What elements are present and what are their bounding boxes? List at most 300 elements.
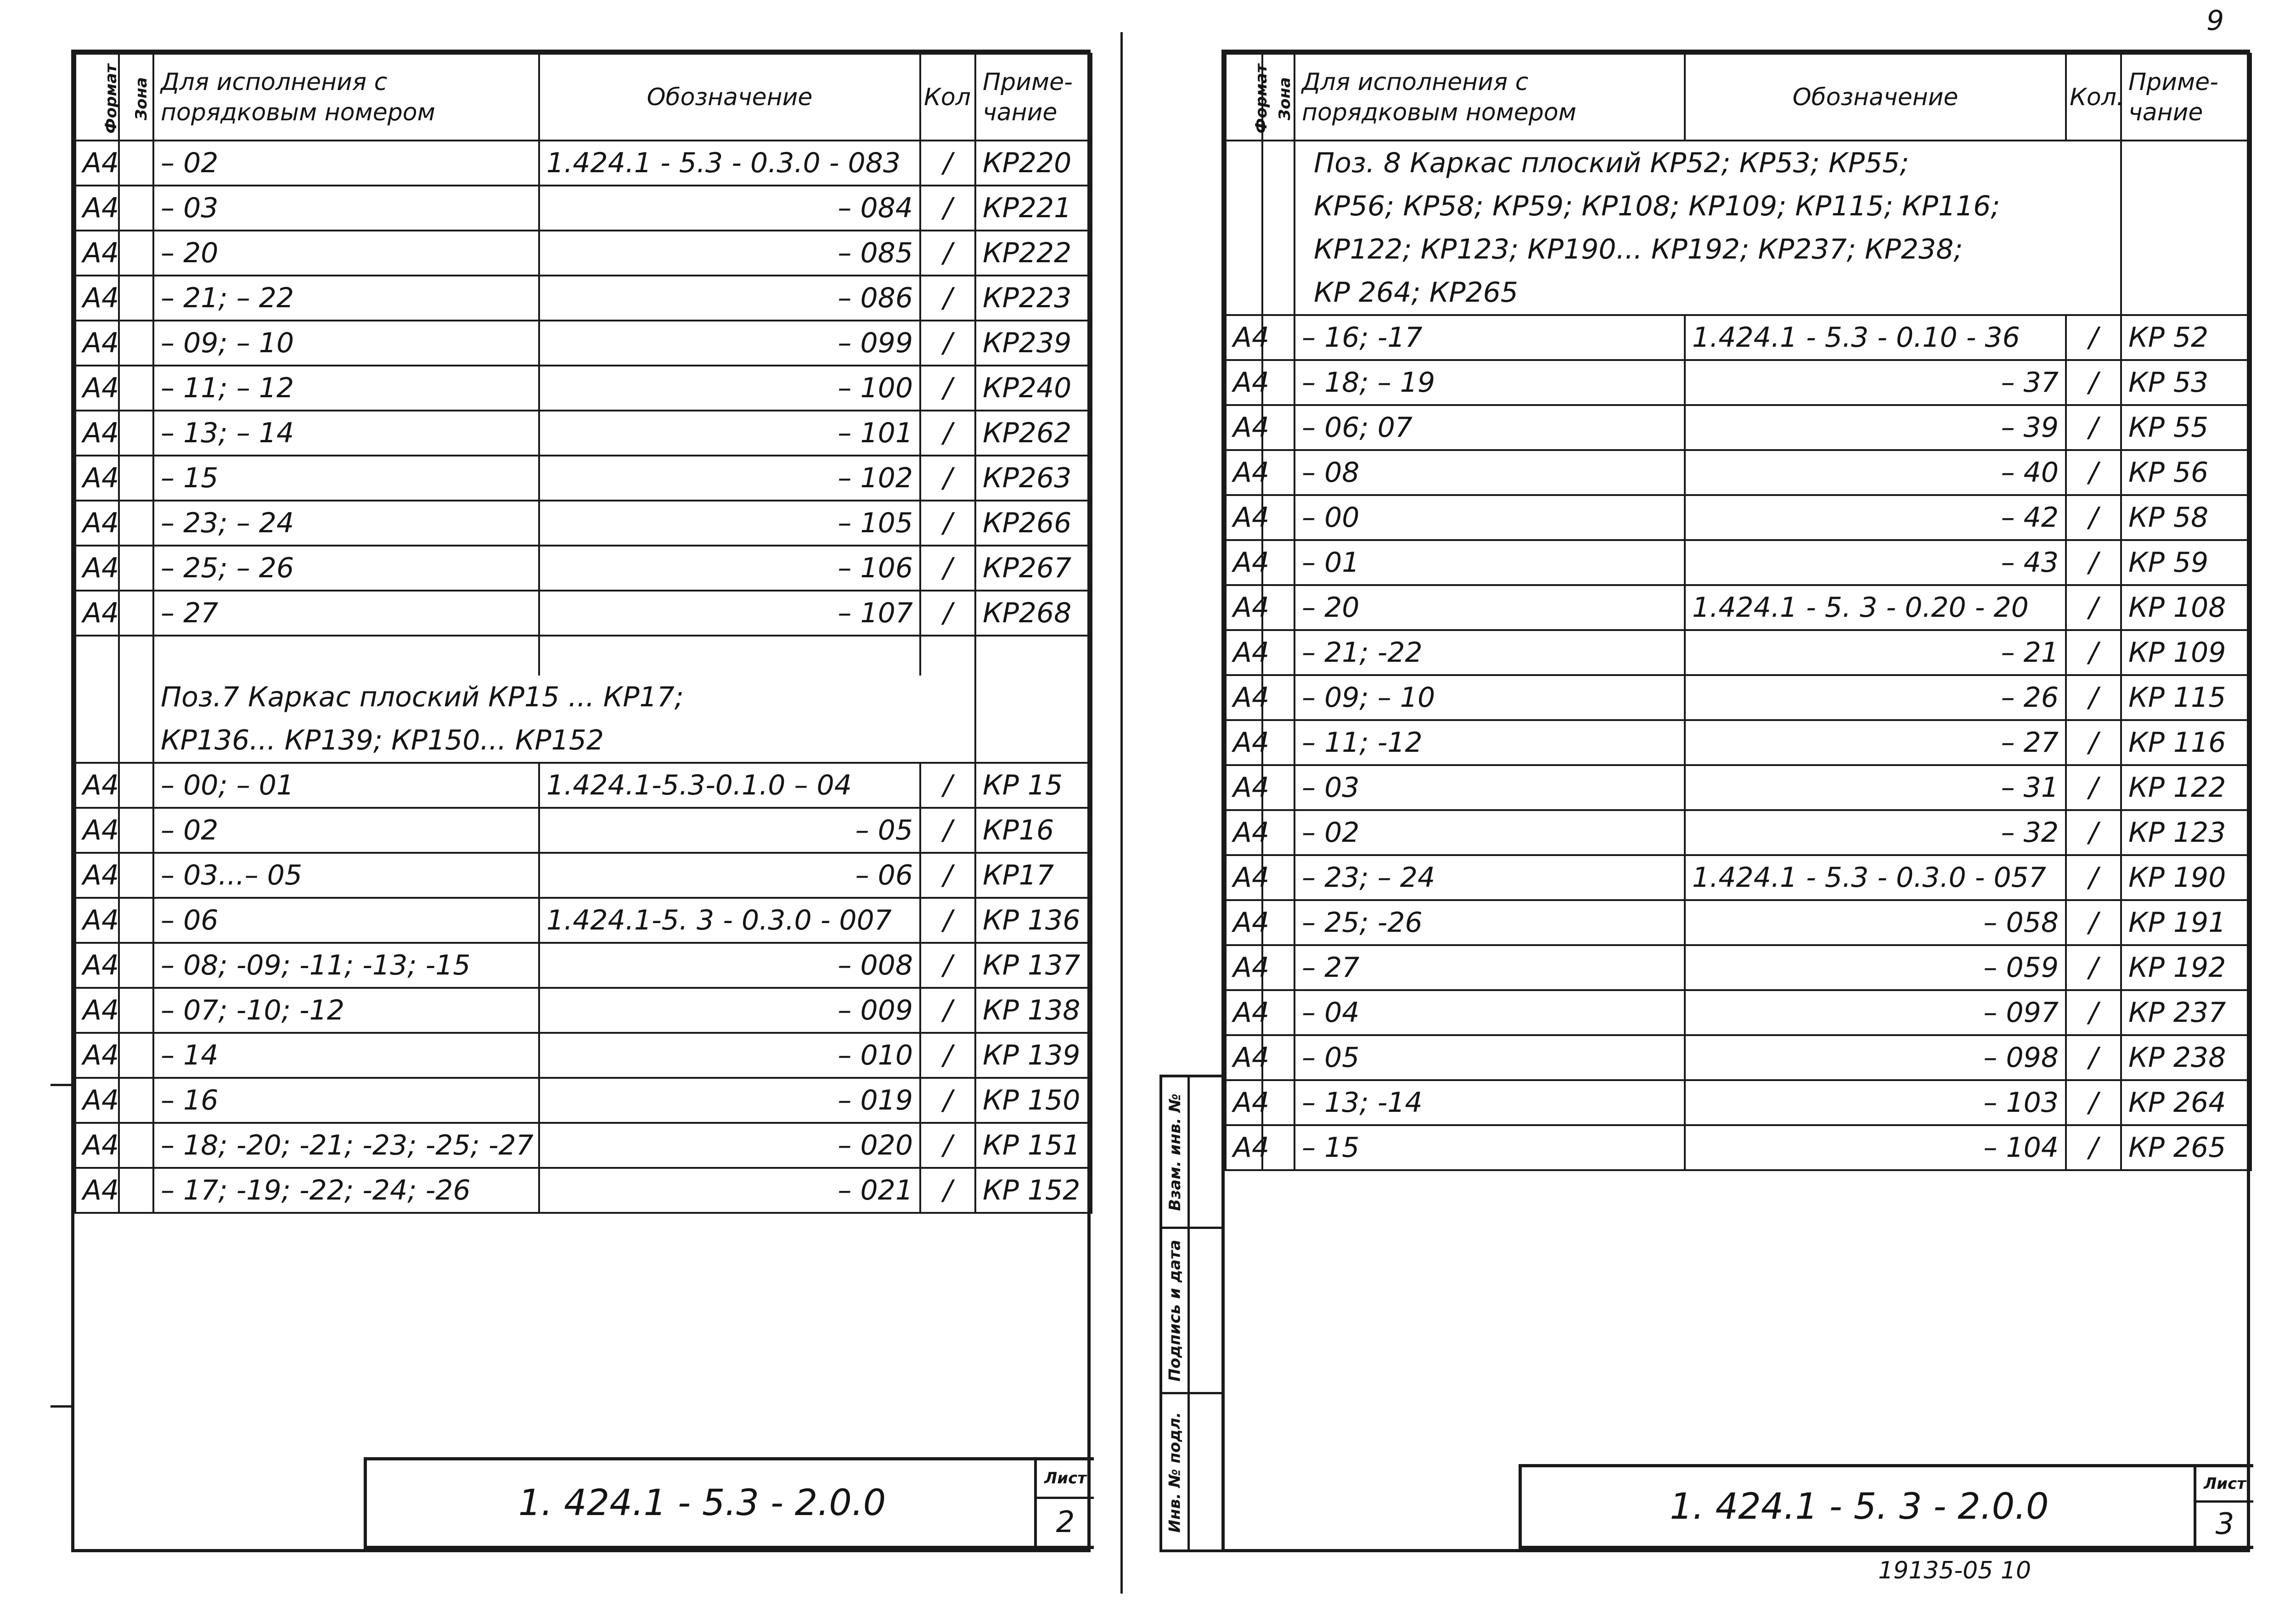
note-cell: КР268 bbox=[975, 591, 1092, 636]
header-designation: Обозначение bbox=[539, 54, 920, 141]
designation-cell: – 104 bbox=[1685, 1125, 2066, 1170]
note-cell: КР 238 bbox=[2121, 1035, 2251, 1080]
note-cell: КР 190 bbox=[2121, 855, 2251, 900]
zone-cell bbox=[119, 411, 153, 456]
designation-cell: – 084 bbox=[539, 186, 920, 231]
note-cell: КР 52 bbox=[2121, 315, 2251, 360]
note-cell: КР 108 bbox=[2121, 585, 2251, 630]
variant-cell: – 02 bbox=[1294, 810, 1685, 855]
note-cell bbox=[2121, 271, 2251, 315]
right-sheet bbox=[1221, 50, 2250, 1552]
variant-cell: – 06; 07 bbox=[1294, 405, 1685, 450]
variant-cell: – 16 bbox=[153, 1078, 539, 1123]
empty-row bbox=[75, 636, 1092, 676]
sheet-label: Лист bbox=[1037, 1460, 1094, 1499]
format-cell: А4 bbox=[75, 366, 119, 411]
variant-cell: – 03...– 05 bbox=[153, 853, 539, 898]
header-designation: Обозначение bbox=[1685, 54, 2066, 141]
section-caption-row bbox=[75, 719, 1092, 763]
table-row bbox=[1226, 405, 2251, 450]
designation-cell: – 105 bbox=[539, 501, 920, 546]
table-row bbox=[1226, 900, 2251, 945]
designation-cell: – 019 bbox=[539, 1078, 920, 1123]
variant-cell: – 27 bbox=[153, 591, 539, 636]
format-cell: А4 bbox=[75, 231, 119, 276]
format-cell bbox=[75, 676, 119, 719]
designation-cell: – 100 bbox=[539, 366, 920, 411]
designation-cell: – 086 bbox=[539, 276, 920, 321]
designation-cell: – 40 bbox=[1685, 450, 2066, 495]
format-cell bbox=[1226, 141, 1262, 185]
table-row bbox=[1226, 765, 2251, 810]
qty-cell: / bbox=[920, 411, 975, 456]
designation-cell: – 27 bbox=[1685, 720, 2066, 765]
variant-cell: – 02 bbox=[153, 141, 539, 186]
qty-cell: / bbox=[920, 763, 975, 808]
qty-cell: / bbox=[2066, 495, 2121, 540]
qty-cell: / bbox=[920, 1033, 975, 1078]
zone-cell bbox=[119, 1078, 153, 1123]
designation-cell: – 058 bbox=[1685, 900, 2066, 945]
zone-cell bbox=[119, 853, 153, 898]
format-cell: А4 bbox=[1226, 1080, 1262, 1125]
note-cell: КР221 bbox=[975, 186, 1092, 231]
zone-cell bbox=[119, 231, 153, 276]
left-margin-tick bbox=[51, 1405, 71, 1408]
note-cell bbox=[2121, 185, 2251, 228]
variant-cell: – 03 bbox=[153, 186, 539, 231]
document-code: 1. 424.1 - 5. 3 - 2.0.0 bbox=[1670, 1486, 2049, 1527]
qty-cell: / bbox=[2066, 630, 2121, 675]
qty-cell: / bbox=[2066, 540, 2121, 585]
note-cell bbox=[975, 636, 1092, 676]
qty-cell: / bbox=[920, 276, 975, 321]
zone-cell bbox=[119, 501, 153, 546]
table-row bbox=[1226, 630, 2251, 675]
archive-number: 19135-05 10 bbox=[1878, 1557, 2032, 1584]
table-row bbox=[1226, 675, 2251, 720]
qty-cell: / bbox=[920, 231, 975, 276]
zone-cell bbox=[119, 898, 153, 943]
page-number: 9 bbox=[2206, 5, 2224, 37]
format-cell: А4 bbox=[75, 321, 119, 366]
zone-cell bbox=[119, 763, 153, 808]
note-cell: КР 58 bbox=[2121, 495, 2251, 540]
table-row bbox=[75, 1078, 1092, 1123]
qty-cell: / bbox=[2066, 585, 2121, 630]
zone-cell bbox=[119, 808, 153, 853]
designation-cell: – 010 bbox=[539, 1033, 920, 1078]
note-cell: КР 55 bbox=[2121, 405, 2251, 450]
qty-cell: / bbox=[2066, 450, 2121, 495]
header-zone: Зона bbox=[1262, 54, 1294, 141]
zone-cell bbox=[119, 1123, 153, 1168]
qty-cell: / bbox=[2066, 675, 2121, 720]
designation-cell: 1.424.1 - 5.3 - 0.10 - 36 bbox=[1685, 315, 2066, 360]
sheet-cell bbox=[1034, 1460, 1094, 1546]
sheet-number: 2 bbox=[1056, 1505, 1075, 1539]
designation-cell bbox=[539, 636, 920, 676]
designation-cell: – 05 bbox=[539, 808, 920, 853]
header-qty: Кол. bbox=[2066, 54, 2121, 141]
zone-cell bbox=[119, 276, 153, 321]
qty-cell: / bbox=[920, 853, 975, 898]
section-caption-row bbox=[1226, 271, 2251, 315]
note-cell: КР 122 bbox=[2121, 765, 2251, 810]
note-cell: КР 56 bbox=[2121, 450, 2251, 495]
binding-cell-inv bbox=[1162, 1394, 1221, 1550]
table-row bbox=[75, 141, 1092, 186]
qty-cell: / bbox=[920, 898, 975, 943]
format-cell: А4 bbox=[75, 763, 119, 808]
qty-cell: / bbox=[920, 456, 975, 501]
format-cell: А4 bbox=[75, 853, 119, 898]
qty-cell: / bbox=[920, 321, 975, 366]
format-cell: А4 bbox=[75, 1123, 119, 1168]
designation-cell: – 102 bbox=[539, 456, 920, 501]
section-caption-row bbox=[1226, 185, 2251, 228]
table-row bbox=[1226, 450, 2251, 495]
header-note: Приме- чание bbox=[2121, 54, 2251, 141]
format-cell: А4 bbox=[75, 501, 119, 546]
table-header bbox=[1226, 54, 2251, 141]
qty-cell: / bbox=[2066, 1035, 2121, 1080]
zone-cell bbox=[119, 1033, 153, 1078]
designation-cell: – 008 bbox=[539, 943, 920, 988]
table-row bbox=[75, 591, 1092, 636]
note-cell: КР 115 bbox=[2121, 675, 2251, 720]
zone-cell bbox=[119, 186, 153, 231]
format-cell bbox=[1226, 228, 1262, 271]
table-row bbox=[1226, 1080, 2251, 1125]
note-cell: КР16 bbox=[975, 808, 1092, 853]
note-cell: КР 237 bbox=[2121, 990, 2251, 1035]
qty-cell: / bbox=[2066, 765, 2121, 810]
format-cell: А4 bbox=[1226, 540, 1262, 585]
variant-cell: – 11; -12 bbox=[1294, 720, 1685, 765]
format-cell: А4 bbox=[1226, 855, 1262, 900]
section-caption: КР136... КР139; КР150... КР152 bbox=[153, 719, 975, 763]
variant-cell: – 17; -19; -22; -24; -26 bbox=[153, 1168, 539, 1213]
note-cell: КР 116 bbox=[2121, 720, 2251, 765]
format-cell bbox=[1226, 271, 1262, 315]
format-cell: А4 bbox=[75, 276, 119, 321]
note-cell: КР239 bbox=[975, 321, 1092, 366]
variant-cell: – 00; – 01 bbox=[153, 763, 539, 808]
zone-cell bbox=[119, 546, 153, 591]
header-note: Приме- чание bbox=[975, 54, 1092, 141]
binding-cell-replace bbox=[1162, 1077, 1221, 1229]
note-cell: КР 192 bbox=[2121, 945, 2251, 990]
format-cell: А4 bbox=[1226, 585, 1262, 630]
format-cell: А4 bbox=[1226, 1035, 1262, 1080]
qty-cell: / bbox=[920, 186, 975, 231]
format-cell: А4 bbox=[1226, 1125, 1262, 1170]
table-row bbox=[1226, 360, 2251, 405]
variant-cell: – 15 bbox=[153, 456, 539, 501]
format-cell: А4 bbox=[75, 988, 119, 1033]
qty-cell bbox=[920, 636, 975, 676]
note-cell: КР 15 bbox=[975, 763, 1092, 808]
note-cell: КР 53 bbox=[2121, 360, 2251, 405]
qty-cell: / bbox=[2066, 720, 2121, 765]
variant-cell: – 01 bbox=[1294, 540, 1685, 585]
variant-cell: – 14 bbox=[153, 1033, 539, 1078]
header-variant: Для исполнения с порядковым номером bbox=[1294, 54, 1685, 141]
qty-cell: / bbox=[2066, 945, 2121, 990]
qty-cell: / bbox=[920, 943, 975, 988]
format-cell: А4 bbox=[75, 1033, 119, 1078]
format-cell: А4 bbox=[1226, 765, 1262, 810]
variant-cell: – 15 bbox=[1294, 1125, 1685, 1170]
note-cell: КР 139 bbox=[975, 1033, 1092, 1078]
table-row bbox=[75, 808, 1092, 853]
table-row bbox=[1226, 720, 2251, 765]
format-cell: А4 bbox=[1226, 630, 1262, 675]
qty-cell: / bbox=[2066, 810, 2121, 855]
section-caption-row bbox=[1226, 141, 2251, 185]
variant-cell: – 05 bbox=[1294, 1035, 1685, 1080]
section-caption: Поз. 8 Каркас плоский КР52; КР53; КР55; bbox=[1294, 141, 2121, 185]
table-row bbox=[75, 1123, 1092, 1168]
format-cell bbox=[75, 719, 119, 763]
qty-cell: / bbox=[2066, 405, 2121, 450]
variant-cell: – 03 bbox=[1294, 765, 1685, 810]
document-code: 1. 424.1 - 5.3 - 2.0.0 bbox=[518, 1482, 886, 1524]
format-cell: А4 bbox=[1226, 990, 1262, 1035]
format-cell: А4 bbox=[1226, 495, 1262, 540]
table-row bbox=[75, 1168, 1092, 1213]
title-block bbox=[1519, 1464, 2253, 1549]
zone-cell bbox=[119, 1168, 153, 1213]
variant-cell: – 21; – 22 bbox=[153, 276, 539, 321]
format-cell: А4 bbox=[1226, 450, 1262, 495]
table-row bbox=[75, 276, 1092, 321]
table-row bbox=[75, 501, 1092, 546]
designation-cell: – 06 bbox=[539, 853, 920, 898]
zone-cell bbox=[119, 719, 153, 763]
table-row bbox=[75, 186, 1092, 231]
variant-cell: – 27 bbox=[1294, 945, 1685, 990]
variant-cell: – 23; – 24 bbox=[1294, 855, 1685, 900]
table-row bbox=[1226, 990, 2251, 1035]
qty-cell: / bbox=[920, 591, 975, 636]
note-cell bbox=[975, 676, 1092, 719]
section-caption-row bbox=[75, 676, 1092, 719]
table-row bbox=[1226, 1035, 2251, 1080]
variant-cell: – 18; -20; -21; -23; -25; -27 bbox=[153, 1123, 539, 1168]
table-row bbox=[1226, 810, 2251, 855]
note-cell: КР223 bbox=[975, 276, 1092, 321]
table-row bbox=[1226, 540, 2251, 585]
qty-cell: / bbox=[2066, 855, 2121, 900]
designation-cell: – 098 bbox=[1685, 1035, 2066, 1080]
note-cell: КР 191 bbox=[2121, 900, 2251, 945]
note-cell bbox=[2121, 228, 2251, 271]
variant-cell: – 08; -09; -11; -13; -15 bbox=[153, 943, 539, 988]
designation-cell: – 099 bbox=[539, 321, 920, 366]
designation-cell: – 37 bbox=[1685, 360, 2066, 405]
variant-cell: – 13; – 14 bbox=[153, 411, 539, 456]
designation-cell: – 21 bbox=[1685, 630, 2066, 675]
designation-cell: – 020 bbox=[539, 1123, 920, 1168]
format-cell: А4 bbox=[75, 411, 119, 456]
variant-cell: – 20 bbox=[153, 231, 539, 276]
zone-cell bbox=[119, 456, 153, 501]
designation-cell: – 101 bbox=[539, 411, 920, 456]
header-zone: Зона bbox=[119, 54, 153, 141]
note-cell: КР 151 bbox=[975, 1123, 1092, 1168]
zone-cell bbox=[119, 141, 153, 186]
format-cell bbox=[1226, 185, 1262, 228]
qty-cell: / bbox=[920, 1168, 975, 1213]
note-cell: КР220 bbox=[975, 141, 1092, 186]
note-cell: КР 109 bbox=[2121, 630, 2251, 675]
format-cell: А4 bbox=[1226, 675, 1262, 720]
table-row bbox=[75, 231, 1092, 276]
note-cell: КР 265 bbox=[2121, 1125, 2251, 1170]
header-format: Формат bbox=[75, 54, 119, 141]
binding-label-sign: Подпись и дата bbox=[1165, 1239, 1184, 1381]
format-cell bbox=[75, 636, 119, 676]
format-cell: А4 bbox=[1226, 315, 1262, 360]
title-block bbox=[364, 1457, 1094, 1549]
center-fold-line bbox=[1120, 32, 1123, 1594]
qty-cell: / bbox=[2066, 1080, 2121, 1125]
format-cell: А4 bbox=[1226, 810, 1262, 855]
note-cell: КР222 bbox=[975, 231, 1092, 276]
note-cell bbox=[975, 719, 1092, 763]
table-row bbox=[1226, 945, 2251, 990]
left-margin-tick bbox=[51, 1084, 71, 1086]
table-row bbox=[75, 1033, 1092, 1078]
variant-cell: – 07; -10; -12 bbox=[153, 988, 539, 1033]
qty-cell: / bbox=[920, 988, 975, 1033]
note-cell: КР 264 bbox=[2121, 1080, 2251, 1125]
section-caption: КР122; КР123; КР190... КР192; КР237; КР238; bbox=[1294, 228, 2121, 271]
variant-cell: – 20 bbox=[1294, 585, 1685, 630]
variant-cell: – 04 bbox=[1294, 990, 1685, 1035]
designation-cell: – 059 bbox=[1685, 945, 2066, 990]
zone-cell bbox=[119, 591, 153, 636]
section-caption: КР 264; КР265 bbox=[1294, 271, 2121, 315]
binding-label-inv: Инв. № подл. bbox=[1165, 1412, 1184, 1533]
section-caption: Поз.7 Каркас плоский КР15 ... КР17; bbox=[153, 676, 975, 719]
table-row bbox=[1226, 855, 2251, 900]
variant-cell: – 16; -17 bbox=[1294, 315, 1685, 360]
format-cell: А4 bbox=[75, 943, 119, 988]
format-cell: А4 bbox=[75, 591, 119, 636]
qty-cell: / bbox=[920, 501, 975, 546]
zone-cell bbox=[119, 366, 153, 411]
note-cell: КР 137 bbox=[975, 943, 1092, 988]
designation-cell: – 021 bbox=[539, 1168, 920, 1213]
note-cell: КР 136 bbox=[975, 898, 1092, 943]
qty-cell: / bbox=[920, 546, 975, 591]
qty-cell: / bbox=[2066, 1125, 2121, 1170]
designation-cell: – 42 bbox=[1685, 495, 2066, 540]
note-cell: КР266 bbox=[975, 501, 1092, 546]
zone-cell bbox=[1262, 228, 1294, 271]
format-cell: А4 bbox=[75, 808, 119, 853]
left-sheet bbox=[71, 50, 1091, 1552]
zone-cell bbox=[1262, 271, 1294, 315]
variant-cell: – 02 bbox=[153, 808, 539, 853]
note-cell: КР 150 bbox=[975, 1078, 1092, 1123]
zone-cell bbox=[1262, 185, 1294, 228]
table-header bbox=[75, 54, 1092, 141]
designation-cell: – 085 bbox=[539, 231, 920, 276]
header-qty: Кол bbox=[920, 54, 975, 141]
note-cell: КР263 bbox=[975, 456, 1092, 501]
format-cell: А4 bbox=[1226, 405, 1262, 450]
variant-cell bbox=[153, 636, 539, 676]
variant-cell: – 25; – 26 bbox=[153, 546, 539, 591]
format-cell: А4 bbox=[1226, 720, 1262, 765]
format-cell: А4 bbox=[75, 546, 119, 591]
format-cell: А4 bbox=[75, 898, 119, 943]
variant-cell: – 21; -22 bbox=[1294, 630, 1685, 675]
qty-cell: / bbox=[920, 1123, 975, 1168]
table-row bbox=[1226, 1125, 2251, 1170]
zone-cell bbox=[119, 636, 153, 676]
designation-cell: – 43 bbox=[1685, 540, 2066, 585]
table-row bbox=[1226, 315, 2251, 360]
table-row bbox=[75, 321, 1092, 366]
section-caption-row bbox=[1226, 228, 2251, 271]
note-cell: КР 123 bbox=[2121, 810, 2251, 855]
zone-cell bbox=[1262, 141, 1294, 185]
note-cell: КР267 bbox=[975, 546, 1092, 591]
designation-cell: – 106 bbox=[539, 546, 920, 591]
designation-cell: – 39 bbox=[1685, 405, 2066, 450]
zone-cell bbox=[119, 988, 153, 1033]
section-caption: КР56; КР58; КР59; КР108; КР109; КР115; КР116; bbox=[1294, 185, 2121, 228]
designation-cell: 1.424.1-5. 3 - 0.3.0 - 007 bbox=[539, 898, 920, 943]
variant-cell: – 25; -26 bbox=[1294, 900, 1685, 945]
table-row bbox=[75, 546, 1092, 591]
designation-cell: – 31 bbox=[1685, 765, 2066, 810]
variant-cell: – 18; – 19 bbox=[1294, 360, 1685, 405]
designation-cell: 1.424.1 - 5. 3 - 0.20 - 20 bbox=[1685, 585, 2066, 630]
variant-cell: – 11; – 12 bbox=[153, 366, 539, 411]
note-cell: КР 59 bbox=[2121, 540, 2251, 585]
sheet-cell bbox=[2194, 1467, 2253, 1546]
table-row bbox=[75, 853, 1092, 898]
table-row bbox=[75, 456, 1092, 501]
table-row bbox=[75, 943, 1092, 988]
format-cell: А4 bbox=[75, 141, 119, 186]
format-cell: А4 bbox=[75, 456, 119, 501]
binding-label-replace: Взам. инв. № bbox=[1165, 1093, 1184, 1211]
designation-cell: 1.424.1 - 5.3 - 0.3.0 - 083 bbox=[539, 141, 920, 186]
note-cell: КР240 bbox=[975, 366, 1092, 411]
binding-cell-sign bbox=[1162, 1229, 1221, 1394]
format-cell: А4 bbox=[75, 186, 119, 231]
variant-cell: – 00 bbox=[1294, 495, 1685, 540]
designation-cell: 1.424.1-5.3-0.1.0 – 04 bbox=[539, 763, 920, 808]
table-row bbox=[1226, 495, 2251, 540]
qty-cell: / bbox=[920, 808, 975, 853]
header-format: Формат bbox=[1226, 54, 1262, 141]
designation-cell: – 107 bbox=[539, 591, 920, 636]
header-variant: Для исполнения с порядковым номером bbox=[153, 54, 539, 141]
note-cell bbox=[2121, 141, 2251, 185]
table-row bbox=[1226, 585, 2251, 630]
variant-cell: – 09; – 10 bbox=[1294, 675, 1685, 720]
designation-cell: – 097 bbox=[1685, 990, 2066, 1035]
zone-cell bbox=[119, 321, 153, 366]
